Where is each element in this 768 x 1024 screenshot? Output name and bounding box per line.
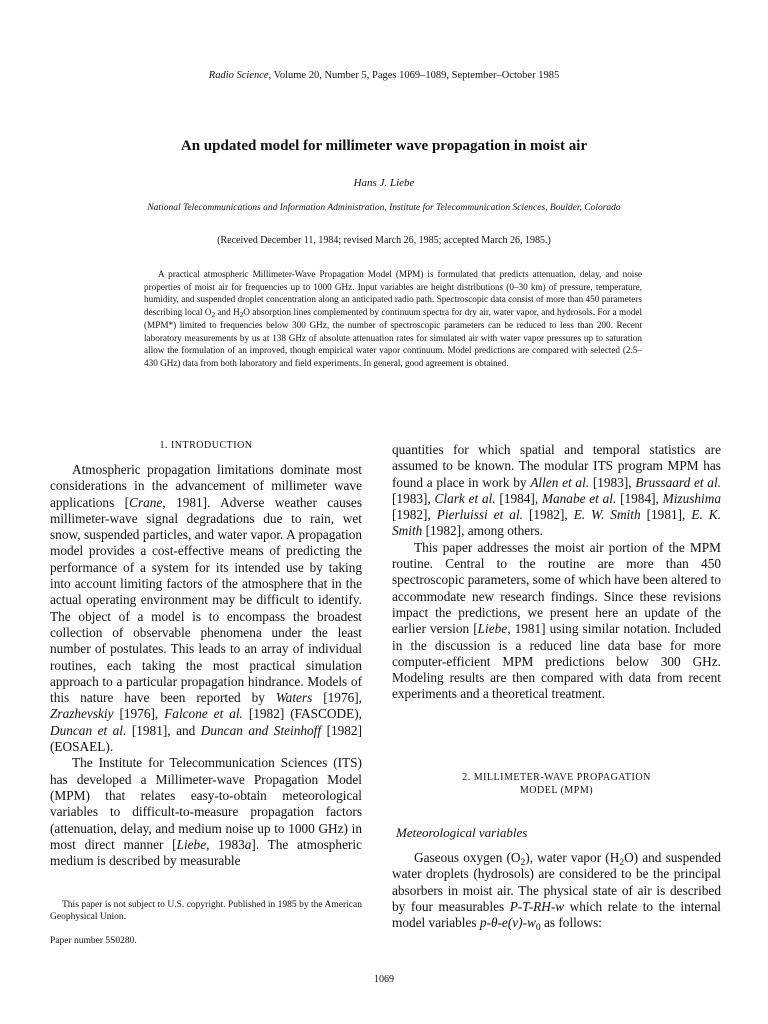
citation: Allen et al. [530, 474, 590, 490]
paragraph: Gaseous oxygen $(O_2)$, water vapor $(H_2O)$ and suspended water droplets (hydrosols) are considered to be the principal absorbers in moist air. The physical state of air is described by four measurables P-T-RH-w which relate to the internal model variables $p-\theta-e(v)-w_0$ as follows: [392, 850, 721, 934]
citation: E. K. Smith [392, 507, 721, 539]
paragraph: The Institute for Telecommunication Sciences (ITS) has developed a Millimeter-wave Propagation Model (MPM) that relates easy-to-obtain meteorological variables to difficult-to-measure propagation factors (attenuation, delay, and medium noise up to 1000 GHz) in most direct manner [Liebe, 1983a]. The atmospheric medium is described by measurable [50, 755, 362, 869]
citation: Liebe [176, 836, 207, 852]
section-heading-mpm: 2. MILLIMETER-WAVE PROPAGATION MODEL (MPM) [462, 772, 651, 796]
citation: Brussaard et al. [635, 474, 721, 490]
citation: Crane [129, 494, 163, 510]
citation: Waters [275, 690, 313, 706]
section-heading-introduction: 1. INTRODUCTION [159, 440, 253, 451]
citation: Clark et al. [434, 490, 496, 506]
paragraph: quantities for which spatial and temporal statistics are assumed to be known. The modular ITS program MPM has found a place in work by Allen et al. [1983], Brussaard et al. [1983], Clark et al. [1984], Manabe et al. [1984], Mizushima [1982], Pierluissi et al. [1982], E. W. Smith [1981], E. K. Smith [1982], among others. [392, 442, 721, 539]
right-column [392, 442, 721, 703]
citation: Duncan and Steinhoff [200, 722, 322, 738]
received-dates: (Received December 11, 1984; revised March 26, 1985; accepted March 26, 1985.) [217, 235, 551, 246]
abstract: A practical atmospheric Millimeter-Wave Propagation Model (MPM) is formulated that predicts attenuation, delay, and noise properties of moist air for frequencies up to 1000 GHz. Input variables are height distributions (0–30 km) of pressure, temperature, humidity, and suspended droplet concentration along an anticipated radio path. Spectroscopic data consist of more than 450 parameters describing local $O_2$ and $H_2O$ absorption lines complemented by continuum spectra for dry air, water vapor, and hydrosols. For a model (MPM*) limited to frequencies below 300 GHz, the number of spectroscopic parameters can be reduced to less than 200. Recent laboratory measurements by us at 138 GHz of absolute attenuation rates for simulated air with water vapor pressures up to saturation allow the formulation of an improved, though empirical water vapor continuum. Model predictions are compared with selected (2.5–430 GHz) data from both laboratory and field experiments. In general, good agreement is obtained. [144, 269, 643, 368]
author-affiliation: National Telecommunications and Information Administration, Institute for Telecommunication Sciences, Boulder, Colorado [147, 203, 621, 213]
paragraph: Atmospheric propagation limitations dominate most considerations in the advancement of millimeter wave applications [Crane, 1981]. Adverse weather causes millimeter-wave signal degradations due to rain, wet snow, suspended particles, and water vapor. A propagation model provides a cost-effective means of predicting the performance of a system for its intended use by taking into account limiting factors of the atmosphere that in the actual operating environment may be difficult to identify. The object of a model is to encompass the broadest collection of observable phenomena under the least number of postulates. This leads to an array of individual routines, each taking the most practical simulation approach to a particular propagation hindrance. Models of this nature have been reported by Waters [1976], Zrazhevskiy [1976], Falcone et al. [1982] (FASCODE), Duncan et al. [1981], and Duncan and Steinhoff [1982] (EOSAEL). [50, 462, 363, 755]
citation: Pierluissi et al. [436, 507, 523, 523]
left-column [50, 462, 362, 869]
journal-citation [0, 70, 768, 81]
citation: Duncan et al. [50, 722, 127, 738]
page-number: 1069 [374, 974, 394, 985]
subsection-heading: Meteorological variables [396, 825, 528, 840]
journal-name: Radio Science, [208, 70, 272, 81]
copyright-footnote: This paper is not subject to U.S. copyright. Published in 1985 by the American Geophysical Union. [50, 900, 362, 922]
paper-title: An updated model for millimeter wave propagation in moist air [180, 138, 588, 154]
variable: P-T-RH-w [509, 898, 565, 914]
citation: Liebe [477, 621, 508, 637]
citation: Mizushima [662, 490, 721, 506]
citation: Manabe et al. [541, 490, 617, 506]
citation: E. W. Smith [573, 507, 641, 523]
paper-number: Paper number 5S0280. [50, 936, 137, 946]
citation: Zrazhevskiy [50, 706, 114, 722]
variable: p-θ-e(v)-w [479, 915, 536, 931]
journal-details: Volume 20, Number 5, Pages 1069–1089, September–October 1985 [271, 70, 560, 81]
paragraph: This paper addresses the moist air portion of the MPM routine. Central to the routine are more than 450 spectroscopic parameters, some of which have been altered to accommodate new research findings. Since these revisions impact the predictions, we present here an update of the earlier version [Liebe, 1981] using similar notation. Included in the discussion is a reduced line data base for more computer-efficient MPM predictions below 300 GHz. Modeling results are then compared with data from recent experiments and a theoretical treatment. [392, 539, 721, 702]
citation: Falcone et al. [164, 706, 243, 722]
right-column-section2 [392, 850, 721, 934]
author-name: Hans J. Liebe [353, 177, 415, 189]
